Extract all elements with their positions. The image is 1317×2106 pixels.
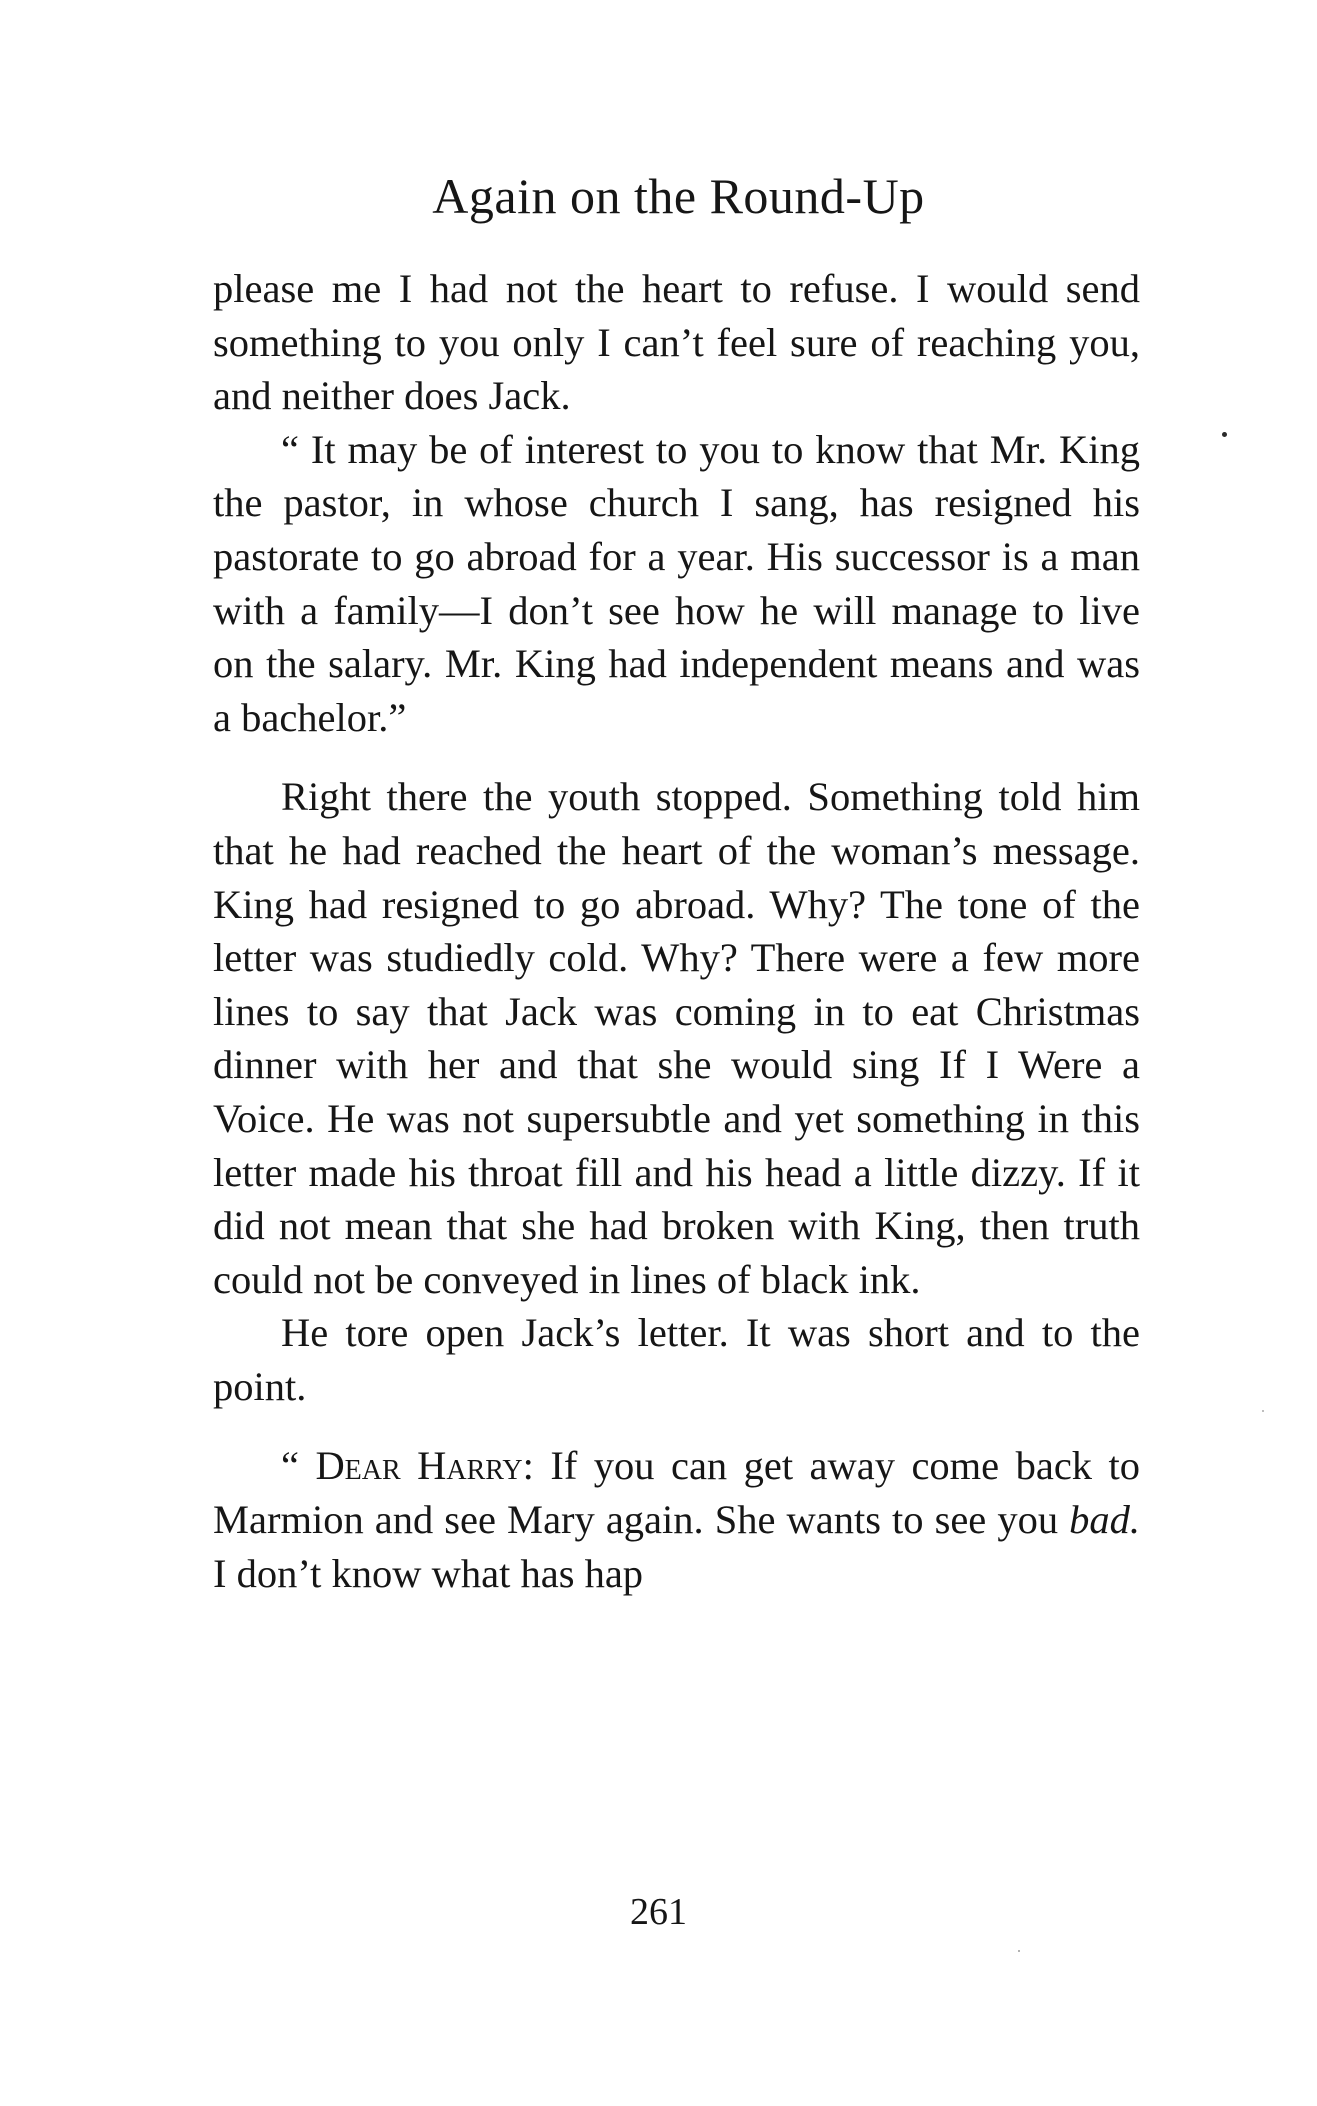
paragraph-5 — [213, 1439, 1140, 1600]
opening-quote: “ — [281, 1443, 316, 1489]
paragraph-5-text-a: : If you can get away come back to Marmion and see Mary again. She wants to see you — [213, 1443, 1141, 1543]
paper-speck — [1222, 432, 1227, 437]
paper-speck — [1018, 1950, 1020, 1952]
paragraph-4: He tore open Jack’s letter. It was short and to the point. — [213, 1310, 1140, 1409]
paragraph-3: Right there the youth stopped. Something told him that he had reached the heart of the woman’s message. King had resigned to go abroad. Why? The tone of the letter was studiedly cold. Why? There were a few more lines to say that Jack was coming in to eat Christmas dinner with her and that she would sing If I Were a Voice. He was not supersubtle and yet something in this letter made his throat fill and his head a little dizzy. If it did not mean that she had broken with King, then truth could not be conveyed in lines of black ink. — [213, 774, 1140, 1302]
letter-salutation: Dear Harry — [315, 1443, 523, 1489]
emphasis-word: bad. — [1069, 1497, 1140, 1543]
paragraph-2: “ It may be of interest to you to know that Mr. King the pastor, in whose church I sang, has resigned his pastorate to go abroad for a year. His successor is a man with a family—I don’t see how he will manage to live on the salary. Mr. King had independent means and was a bachelor.” — [213, 426, 1140, 740]
paragraph-1: please me I had not the heart to refuse. I would send something to you only I can’t feel sure of reaching you, and neither does Jack. — [213, 266, 1140, 419]
paper-speck — [1262, 1410, 1264, 1412]
running-head-text: Again on the Round-Up — [432, 168, 925, 224]
page-number: 261 — [630, 1891, 687, 1933]
paragraph-5-text-b: I don’t know what has hap — [213, 1550, 644, 1596]
running-head — [0, 166, 1317, 226]
body-text — [213, 262, 1140, 1600]
